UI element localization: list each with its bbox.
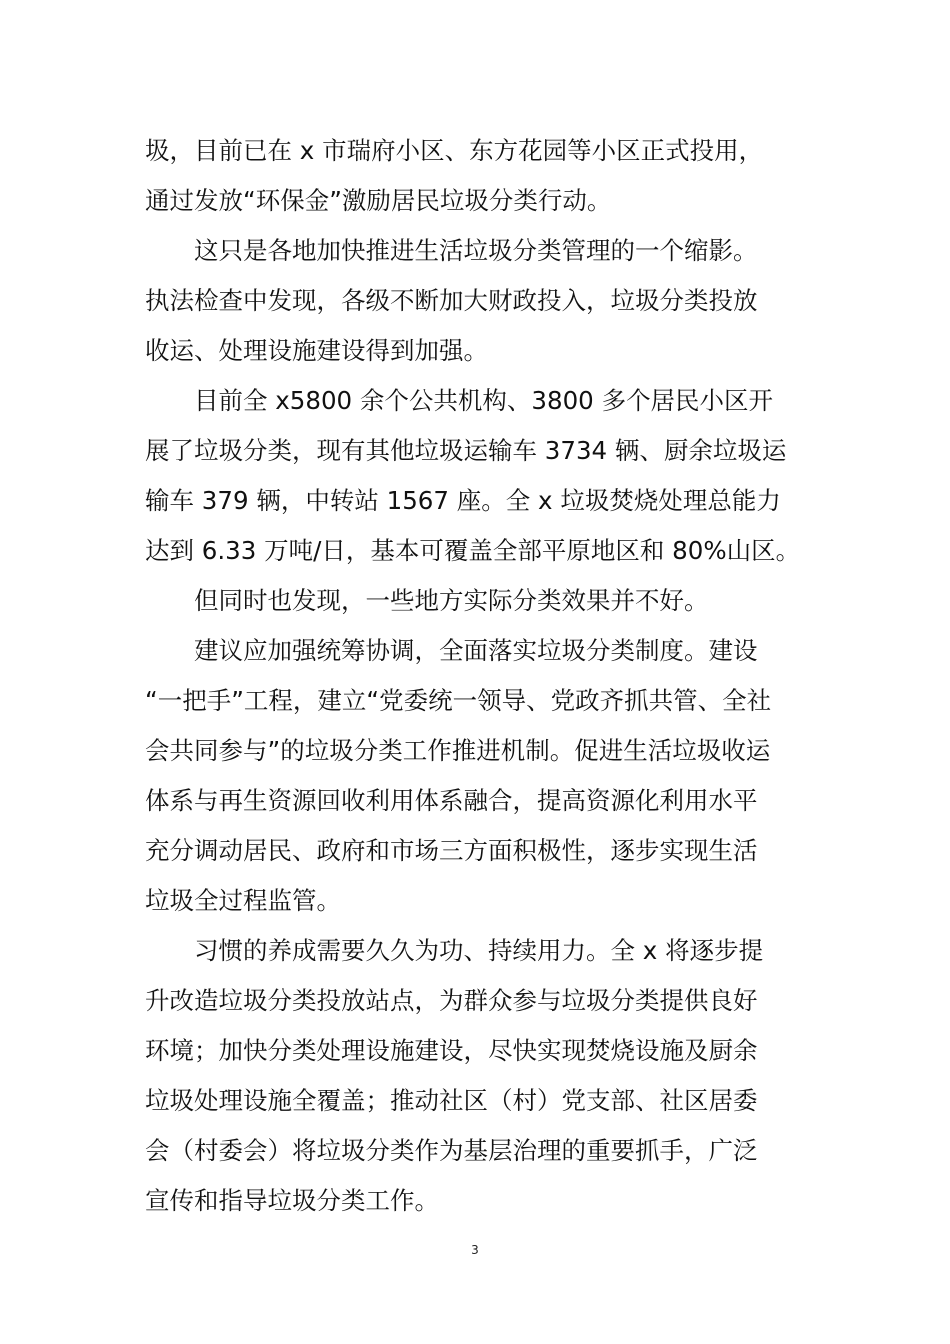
text-line: 习惯的养成需要久久为功、持续用力。全 x 将逐步提	[194, 936, 764, 965]
text-line: 通过发放“环保金”激励居民垃圾分类行动。	[145, 186, 612, 215]
text-line: 目前全 x5800 余个公共机构、3800 多个居民小区开	[194, 386, 774, 415]
text-line: 会共同参与”的垃圾分类工作推进机制。促进生活垃圾收运	[145, 736, 771, 765]
text-line: 建议应加强统筹协调，全面落实垃圾分类制度。建设	[194, 636, 758, 665]
text-line: 垃圾全过程监管。	[145, 886, 341, 915]
text-line: 圾，目前已在 x 市瑞府小区、东方花园等小区正式投用，	[145, 136, 764, 165]
text-line: 输车 379 辆，中转站 1567 座。全 x 垃圾焚烧处理总能力	[145, 486, 781, 515]
text-line: 达到 6.33 万吨/日，基本可覆盖全部平原地区和 80%山区。	[145, 536, 801, 565]
text-line: “一把手”工程，建立“党委统一领导、党政齐抓共管、全社	[145, 686, 772, 715]
text-line: 收运、处理设施建设得到加强。	[145, 336, 488, 365]
text-line: 但同时也发现，一些地方实际分类效果并不好。	[194, 586, 709, 615]
text-line: 环境；加快分类处理设施建设，尽快实现焚烧设施及厨余	[145, 1036, 758, 1065]
text-line: 充分调动居民、政府和市场三方面积极性，逐步实现生活	[145, 836, 758, 865]
text-line: 宣传和指导垃圾分类工作。	[145, 1186, 439, 1215]
text-line: 展了垃圾分类，现有其他垃圾运输车 3734 辆、厨余垃圾运	[145, 436, 787, 465]
page-number: 3	[471, 1243, 479, 1257]
text-line: 这只是各地加快推进生活垃圾分类管理的一个缩影。	[194, 236, 758, 265]
text-line: 升改造垃圾分类投放站点，为群众参与垃圾分类提供良好	[145, 986, 758, 1015]
text-line: 会（村委会）将垃圾分类作为基层治理的重要抓手，广泛	[145, 1136, 758, 1165]
text-line: 执法检查中发现，各级不断加大财政投入，垃圾分类投放	[145, 286, 758, 315]
text-line: 垃圾处理设施全覆盖；推动社区（村）党支部、社区居委	[145, 1086, 758, 1115]
text-line: 体系与再生资源回收利用体系融合，提高资源化利用水平	[145, 786, 758, 815]
